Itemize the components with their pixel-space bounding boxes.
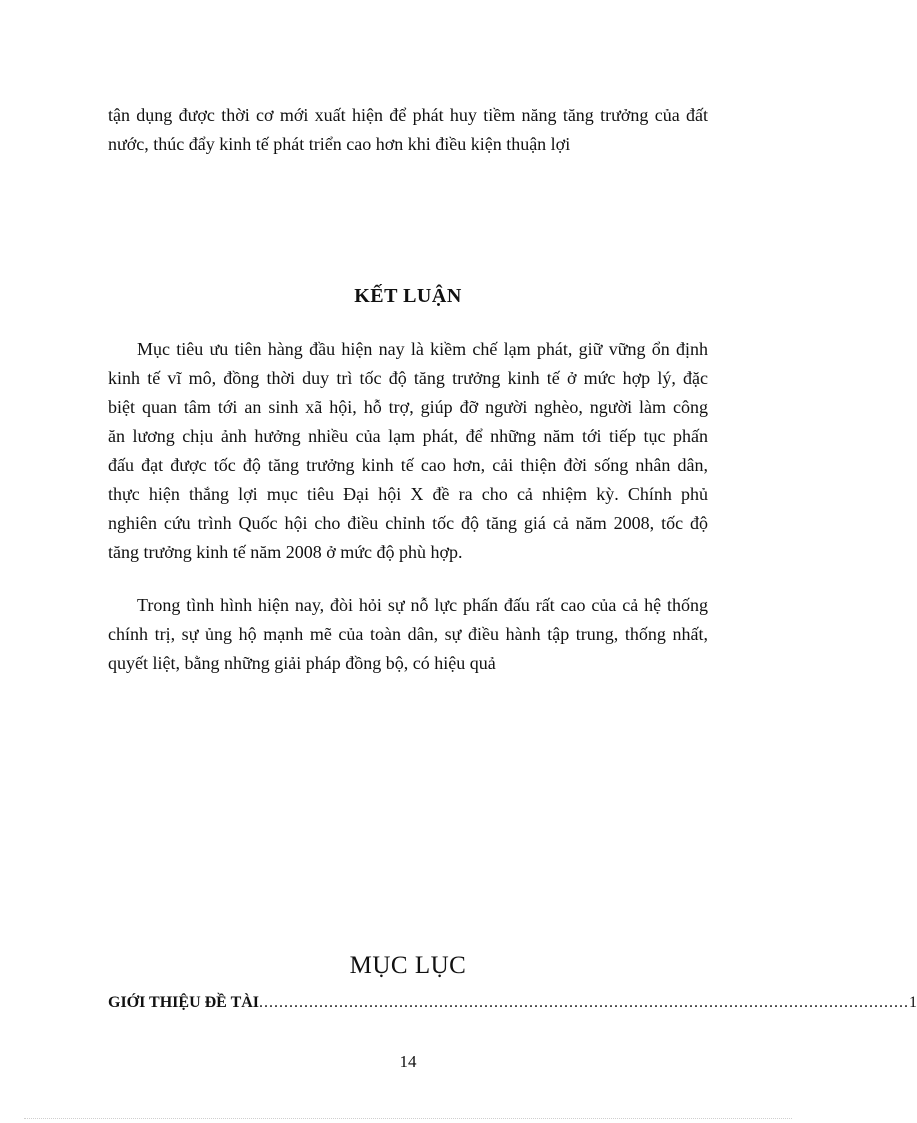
conclusion-p1-line-7: nghiên cứu trình Quốc hội cho điều chỉnh tốc độ tăng giá cả năm 2008, tốc độ [108, 513, 708, 533]
conclusion-p2-line-1: Trong tình hình hiện nay, đòi hỏi sự nỗ lực phấn đấu rất cao của cả hệ thống [137, 595, 708, 615]
toc-entry-page: 1 [909, 994, 917, 1011]
conclusion-p2-line-2: chính trị, sự ủng hộ mạnh mẽ của toàn dân, sự điều hành tập trung, thống nhất, [108, 624, 708, 644]
conclusion-p1-line-3: biệt quan tâm tới an sinh xã hội, hỗ trợ, giúp đỡ người nghèo, người làm công [108, 397, 708, 417]
page-bottom-divider [24, 1118, 792, 1119]
continuation-line-2: nước, thúc đẩy kinh tế phát triển cao hơn khi điều kiện thuận lợi [108, 134, 571, 154]
continuation-line-1: tận dụng được thời cơ mới xuất hiện để phát huy tiềm năng tăng trưởng của đất [108, 105, 708, 125]
conclusion-p1-line-4: ăn lương chịu ảnh hưởng nhiều của lạm phát, để những năm tới tiếp tục phấn [108, 426, 708, 446]
conclusion-p1-line-5: đấu đạt được tốc độ tăng trưởng kinh tế cao hơn, cải thiện đời sống nhân dân, [108, 455, 708, 475]
toc-heading: MỤC LỤC [349, 952, 467, 979]
toc-entry-leader: .................................................................................................................................. [259, 994, 910, 1011]
toc-entry-title: GIỚI THIỆU ĐỀ TÀI [108, 994, 260, 1011]
toc-entry[interactable] [108, 992, 917, 1014]
page-number: 14 [399, 1052, 417, 1071]
conclusion-p1-line-8: tăng trưởng kinh tế năm 2008 ở mức độ phù hợp. [108, 542, 463, 562]
conclusion-p1-line-1: Mục tiêu ưu tiên hàng đầu hiện nay là kiềm chế lạm phát, giữ vững ổn định [137, 339, 708, 359]
conclusion-p2-line-3: quyết liệt, bằng những giải pháp đồng bộ, có hiệu quả [108, 653, 496, 673]
conclusion-p1-line-2: kinh tế vĩ mô, đồng thời duy trì tốc độ tăng trưởng kinh tế ở mức hợp lý, đặc [108, 368, 708, 388]
conclusion-heading: KẾT LUẬN [354, 285, 462, 307]
conclusion-p1-line-6: thực hiện thắng lợi mục tiêu Đại hội X đề ra cho cả nhiệm kỳ. Chính phủ [108, 484, 708, 504]
